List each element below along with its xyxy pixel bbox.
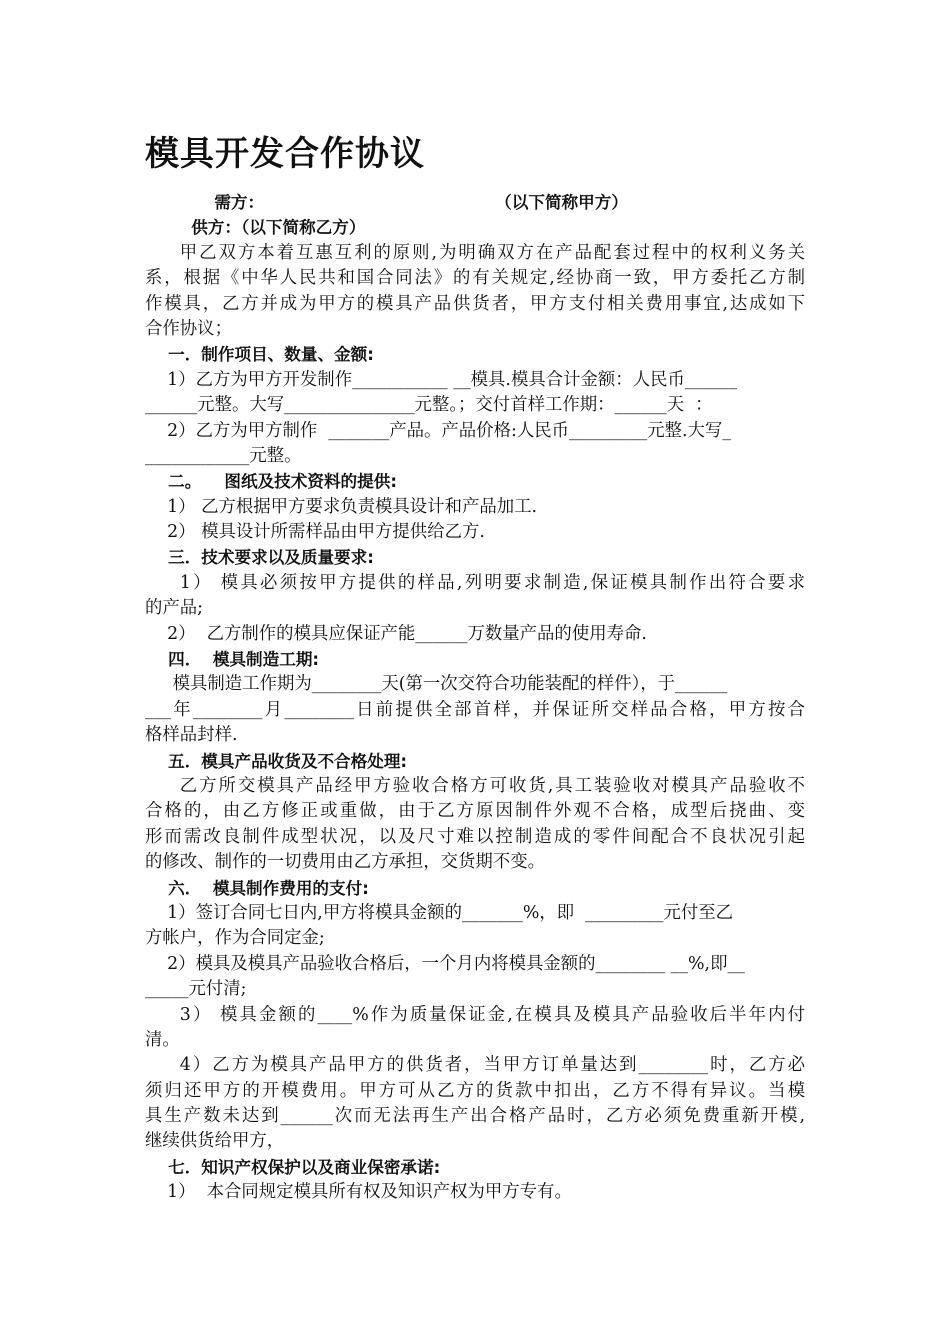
body-text-line: 形而需改良制件成型状况，以及尺寸难以控制造成的零件间配合不良状况引起 [145, 826, 805, 847]
body-text-line: 的修改、制作的一切费用由乙方承担，交货期不变。 [145, 852, 545, 873]
body-text-line: 2）模具及模具产品验收合格后，一个月内将模具金额的________ __%,即__ [145, 953, 745, 974]
body-text-line: 1） 模具必须按甲方提供的样品,列明要求制造,保证模具制作出符合要求 [179, 572, 805, 593]
body-text-line: 4）乙方为模具产品甲方的供货者，当甲方订单量达到________时，乙方必 [179, 1055, 805, 1076]
body-text-line: 1） 乙方根据甲方要求负责模具设计和产品加工. [145, 496, 538, 517]
body-text-line: 模具制造工作期为________天(第一次交符合功能装配的样件），于______ [145, 674, 728, 695]
section-heading-line: 七．知识产权保护以及商业保密承诺: [145, 1157, 441, 1177]
body-text-line: 作模具，乙方并成为甲方的模具产品供货者，甲方支付相关费用事宜,达成如下 [145, 293, 805, 314]
body-text-line: 方帐户，作为合同定金; [145, 928, 325, 949]
body-text-line: 具生产数未达到______次而无法再生产出合格产品时，乙方必须免费重新开模, [145, 1106, 805, 1127]
body-text-line: 乙方所交模具产品经甲方验收合格方可收货,具工装验收对模具产品验收不 [179, 775, 805, 796]
body-text-line: 清。 [145, 1029, 180, 1050]
body-text-line: 格样品封样. [145, 725, 238, 746]
section-heading-line: 六． 模具制作费用的支付: [145, 878, 369, 898]
body-text-line: 1）签订合同七日内,甲方将模具金额的_______%，即 _________元付至乙 [145, 902, 734, 923]
body-text-line: 甲乙双方本着互惠互利的原则,为明确双方在产品配套过程中的权利义务关 [179, 242, 805, 263]
body-text-line: 系，根据《中华人民共和国合同法》的有关规定,经协商一致，甲方委托乙方制 [145, 268, 805, 289]
section-heading-line: 需方： （以下简称甲方） [145, 193, 628, 212]
body-text-line: 1） 本合同规定模具所有权及知识产权为甲方专有。 [145, 1182, 572, 1203]
section-heading-line: 二。 图纸及技术资料的提供: [145, 472, 397, 492]
body-text-line: 合作协议； [145, 318, 232, 339]
body-text-line: 2）乙方为甲方制作 _______产品。产品价格:人民币_________元整.大写_ [145, 420, 732, 441]
section-heading-line: 供方：（以下简称乙方） [145, 218, 366, 238]
body-text-line: 的产品; [145, 598, 204, 619]
body-text-line: 合格的，由乙方修正或重做，由于乙方原因制件外观不合格，成型后挠曲、变 [145, 801, 805, 822]
body-text-line: 3） 模具金额的____%作为质量保证金,在模具及模具产品验收后半年内付 [179, 1004, 805, 1025]
body-text-line: ____________元整。 [145, 445, 302, 466]
section-heading-line: 一．制作项目、数量、金额: [145, 345, 374, 365]
section-heading-line: 三．技术要求以及质量要求: [145, 548, 374, 568]
section-heading-line: 五．模具产品收货及不合格处理: [145, 751, 408, 771]
body-text-line: 2） 乙方制作的模具应保证产能______万数量产品的使用寿命. [145, 623, 647, 644]
body-text-line: 须归还甲方的开模费用。甲方可从乙方的货款中扣出，乙方不得有异议。当模 [145, 1080, 805, 1101]
body-text-line: ___年________月________日前提供全部首样，并保证所交样品合格，甲方按合 [145, 699, 805, 720]
body-text-line: 1）乙方为甲方开发制作___________ __模具.模具合计金额：人民币______ [145, 369, 738, 390]
body-text-line: 2） 模具设计所需样品由甲方提供给乙方. [145, 522, 485, 543]
document-title: 模具开发合作协议 [145, 134, 425, 174]
body-text-line: ______元整。大写_______________元整。；交付首样工作期：______天 ： [145, 395, 713, 416]
body-text-line: 继续供货给甲方， [145, 1131, 285, 1152]
body-text-line: _____元付清; [145, 979, 247, 1000]
document-body [145, 190, 805, 1206]
section-heading-line: 四． 模具制造工期: [145, 650, 320, 670]
